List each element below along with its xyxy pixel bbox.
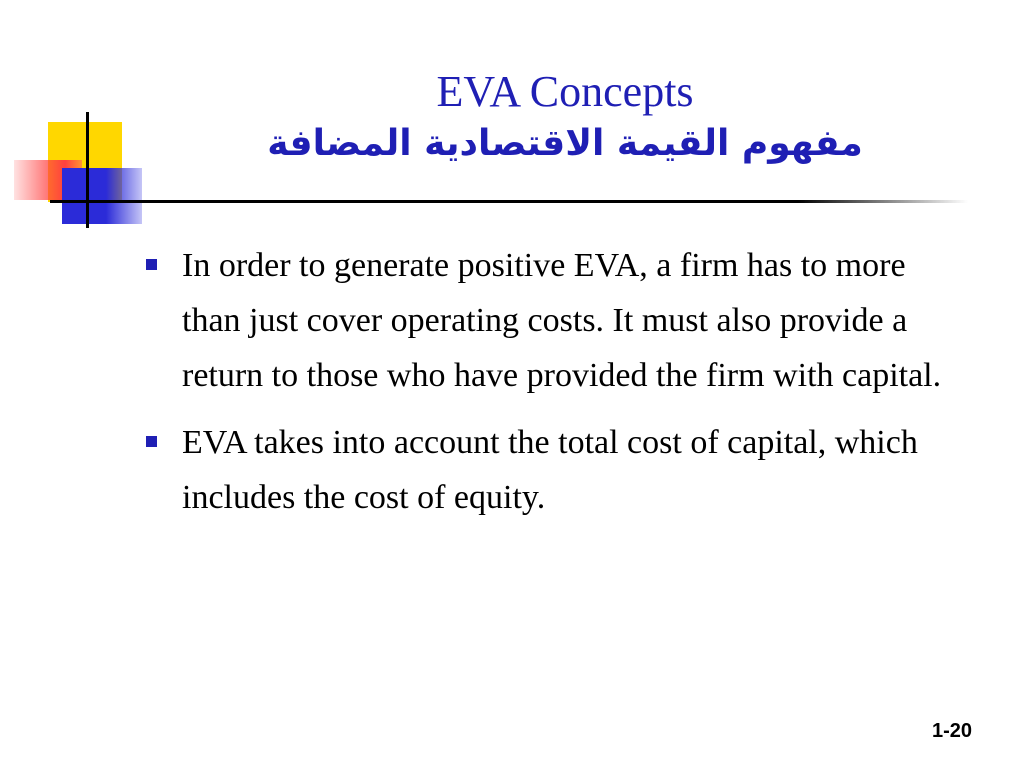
page-number: 1-20 xyxy=(931,720,972,742)
bullet-list xyxy=(146,238,966,537)
slide-title: EVA Concepts xyxy=(436,67,694,116)
corner-decoration xyxy=(0,0,200,240)
bullet-item xyxy=(146,415,966,525)
bullet-text: In order to generate positive EVA, a firm has to more than just cover operating costs. It must also provide a return to those who have provided the firm with capital. xyxy=(182,247,942,394)
bullet-item xyxy=(146,238,966,403)
bullet-square-icon xyxy=(146,259,157,270)
decor-vertical-line xyxy=(86,112,89,228)
decor-blue-square xyxy=(62,168,142,224)
title-divider-line xyxy=(118,200,968,203)
bullet-square-icon xyxy=(146,436,157,447)
slide-subtitle-arabic: مفهوم القيمة الاقتصادية المضافة xyxy=(267,123,863,164)
bullet-text: EVA takes into account the total cost of capital, which includes the cost of equity. xyxy=(182,424,918,516)
